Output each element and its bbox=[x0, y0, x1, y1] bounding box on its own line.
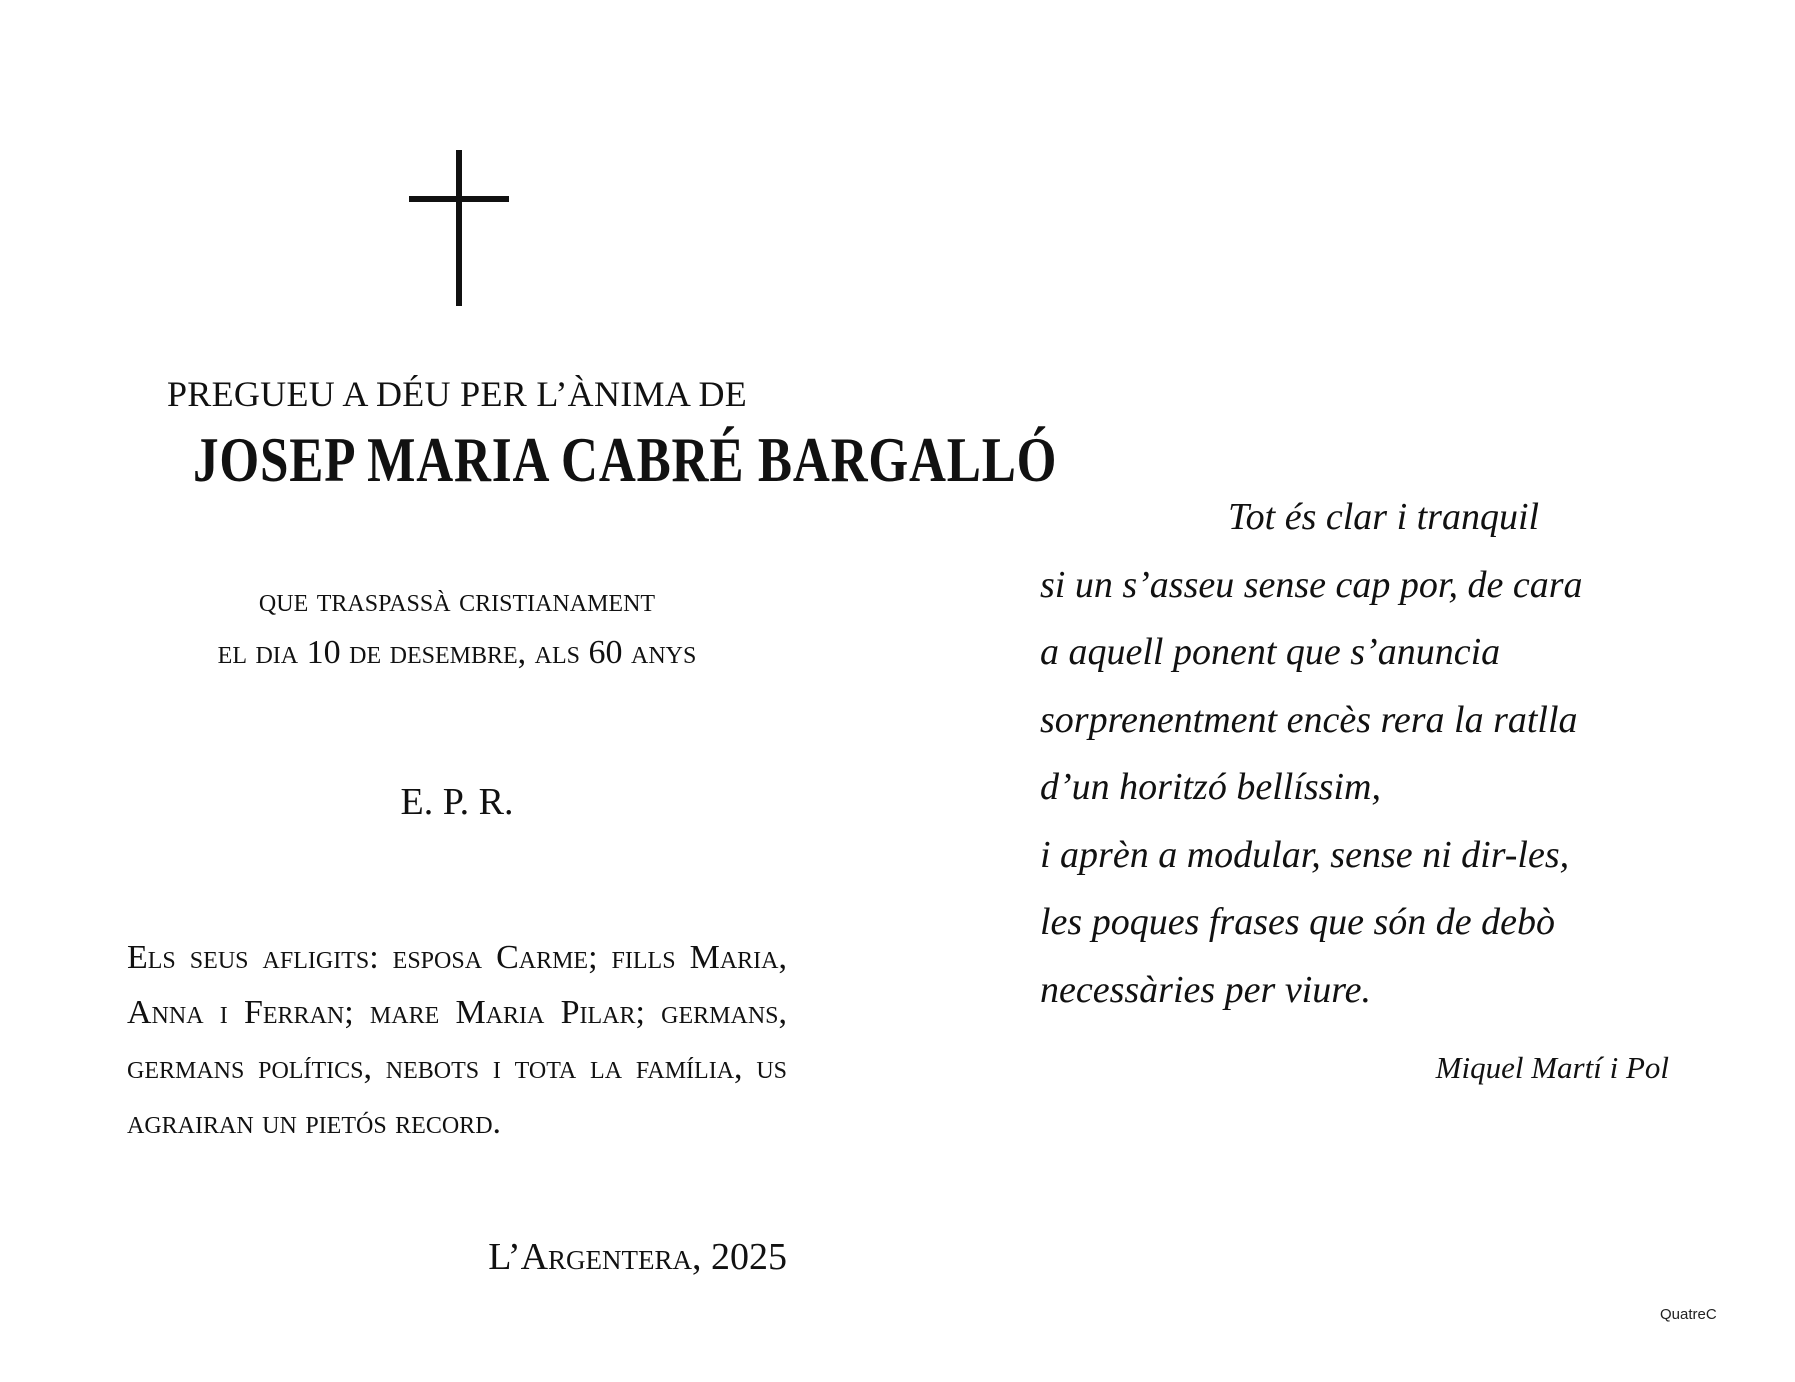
death-notice-line-2: el dia 10 de desembre, als 60 anys bbox=[217, 634, 697, 671]
death-notice-line-1: que traspassà cristianament bbox=[258, 582, 656, 619]
place-and-year: L’Argentera, 2025 bbox=[488, 1236, 787, 1278]
left-panel bbox=[127, 0, 1058, 1382]
rest-in-peace-text: E. P. R. bbox=[400, 781, 514, 823]
poem bbox=[1040, 484, 1680, 1024]
prayer-heading: PREGUEU A DÉU PER L’ÀNIMA DE bbox=[166, 374, 748, 414]
cross-horizontal-bar bbox=[409, 196, 509, 202]
cross-icon bbox=[409, 150, 509, 308]
poem-line: si un s’asseu sense cap por, de cara bbox=[1040, 563, 1583, 606]
poem-line: sorprenentment encès rera la ratlla bbox=[1040, 698, 1578, 741]
cross-vertical-bar bbox=[456, 150, 462, 306]
poem-line: d’un horitzó bellíssim, bbox=[1040, 766, 1381, 808]
right-panel bbox=[1040, 0, 1680, 1382]
printer-credit: QuatreC bbox=[1660, 1306, 1717, 1323]
poem-line: Tot és clar i tranquil bbox=[1228, 496, 1540, 538]
deceased-name: JOSEP MARIA CABRÉ BARGALLÓ bbox=[193, 424, 1058, 495]
poem-line: i aprèn a modular, sense ni dir-les, bbox=[1040, 833, 1570, 876]
poem-line: necessàries per viure. bbox=[1040, 968, 1371, 1011]
family-mourners-text: Els seus afligits: esposa Carme; fills Maria, Anna i Ferran; mare Maria Pilar; germans, germans polítics, nebots i tota la família, us agrairan un pietós record. bbox=[127, 939, 787, 1141]
poem-author: Miquel Martí i Pol bbox=[1435, 1050, 1669, 1085]
poem-line: a aquell ponent que s’anuncia bbox=[1040, 631, 1501, 673]
poem-line: les poques frases que són de debò bbox=[1040, 901, 1556, 943]
